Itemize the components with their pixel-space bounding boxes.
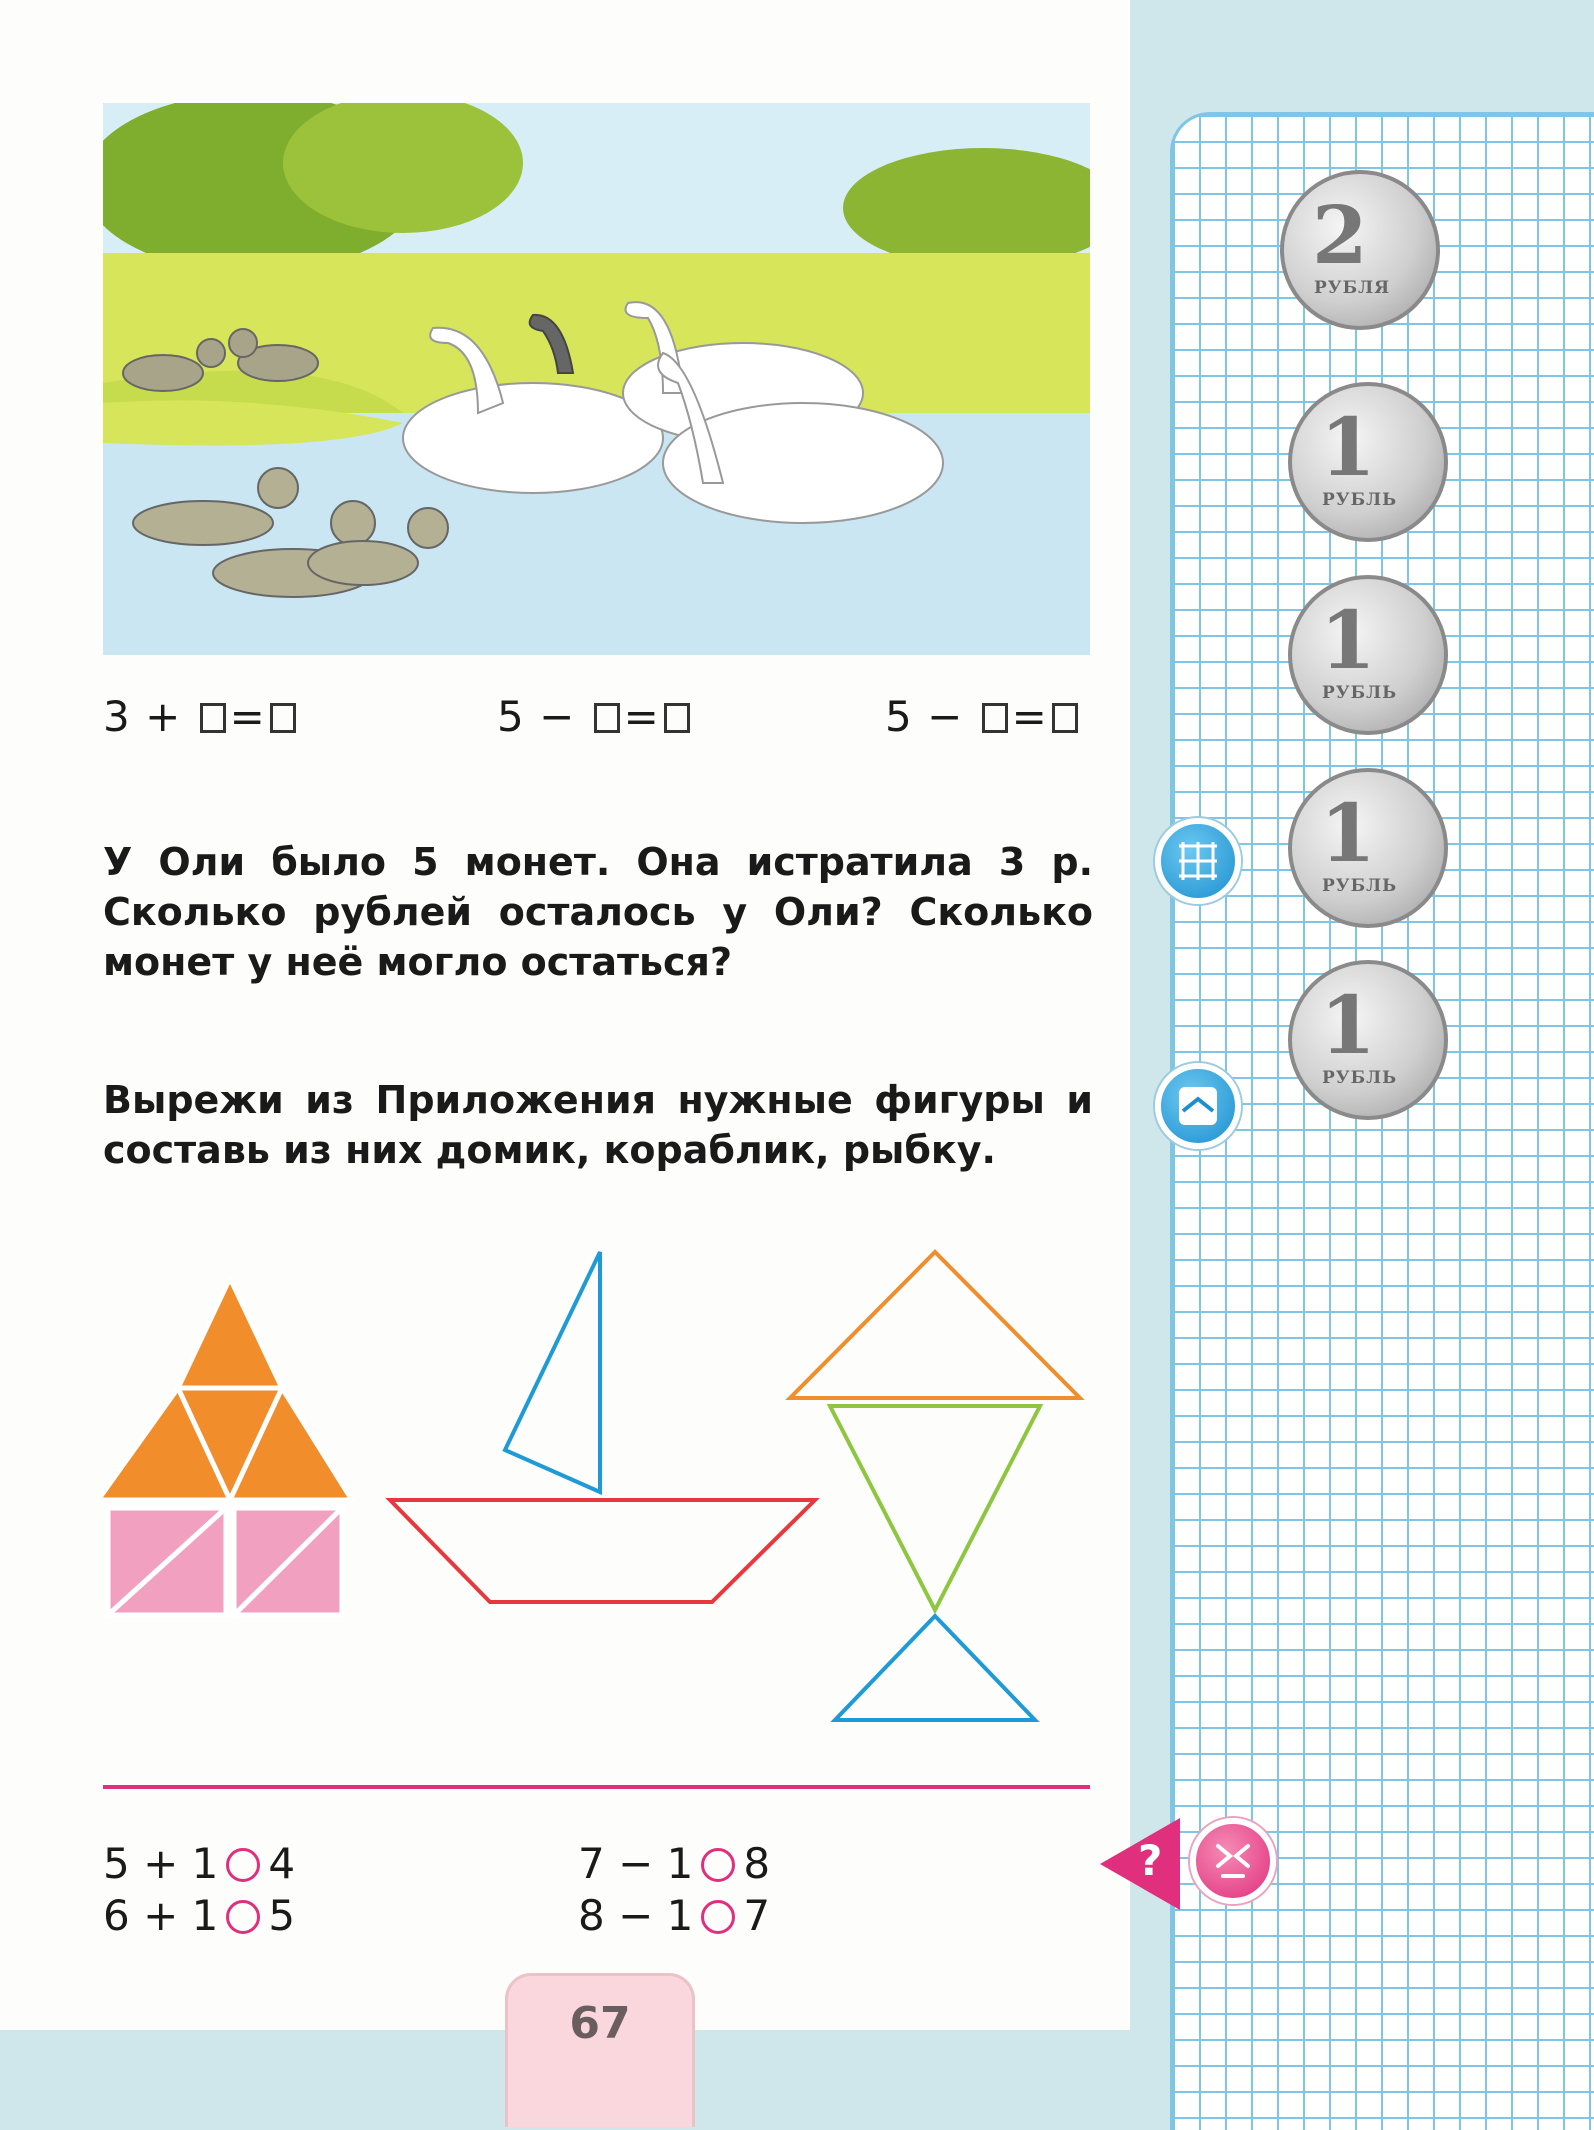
comparison-row: 6 + 1 5 [103, 1891, 296, 1940]
coin-1-rub: 1 РУБЛЬ [1288, 960, 1448, 1120]
equation-2: 5 − = [497, 692, 694, 741]
tangram-figures [90, 1230, 1100, 1750]
task-coins-text: У Оли было 5 монет. Она истратила 3 р. Сколько рублей осталось у Оли? Сколько монет у неё могло остаться? [103, 840, 1093, 984]
coin-1-rub: 1 РУБЛЬ [1288, 382, 1448, 542]
answer-box[interactable] [200, 703, 226, 733]
answer-box[interactable] [270, 703, 296, 733]
lake-illustration [103, 103, 1090, 655]
equation-3: 5 − = [885, 692, 1082, 741]
answer-box[interactable] [664, 703, 690, 733]
grid-icon[interactable] [1155, 818, 1241, 904]
task-shapes-text: Вырежи из Приложения нужные фигуры и составь из них домик, кораблик, рыбку. [103, 1078, 1093, 1172]
question-mark: ? [1138, 1836, 1163, 1885]
coin-2-rub: 2 РУБЛЯ [1280, 170, 1440, 330]
cut-out-icon[interactable] [1155, 1063, 1241, 1149]
coin-1-rub: 1 РУБЛЬ [1288, 575, 1448, 735]
house-figure [98, 1278, 352, 1615]
compare-circle[interactable] [226, 1900, 260, 1934]
compare-circle[interactable] [701, 1848, 735, 1882]
section-divider [103, 1785, 1090, 1789]
compare-icon[interactable] [1190, 1818, 1276, 1904]
answer-box[interactable] [1052, 703, 1078, 733]
compare-circle[interactable] [226, 1848, 260, 1882]
boat-figure [390, 1252, 815, 1602]
fish-figure [790, 1252, 1080, 1720]
equation-1: 3 + = [103, 692, 300, 741]
page-number-tab [505, 1973, 695, 2127]
page-number: 67 [569, 1998, 631, 2049]
comparison-column-right [578, 1838, 770, 1942]
answer-box[interactable] [594, 703, 620, 733]
comparison-column-left [103, 1838, 295, 1942]
comparison-row: 8 − 1 7 [578, 1891, 771, 1940]
comparison-row: 7 − 1 8 [578, 1839, 771, 1888]
compare-circle[interactable] [701, 1900, 735, 1934]
comparison-row: 5 + 1 4 [103, 1839, 296, 1888]
answer-box[interactable] [982, 703, 1008, 733]
coin-1-rub: 1 РУБЛЬ [1288, 768, 1448, 928]
